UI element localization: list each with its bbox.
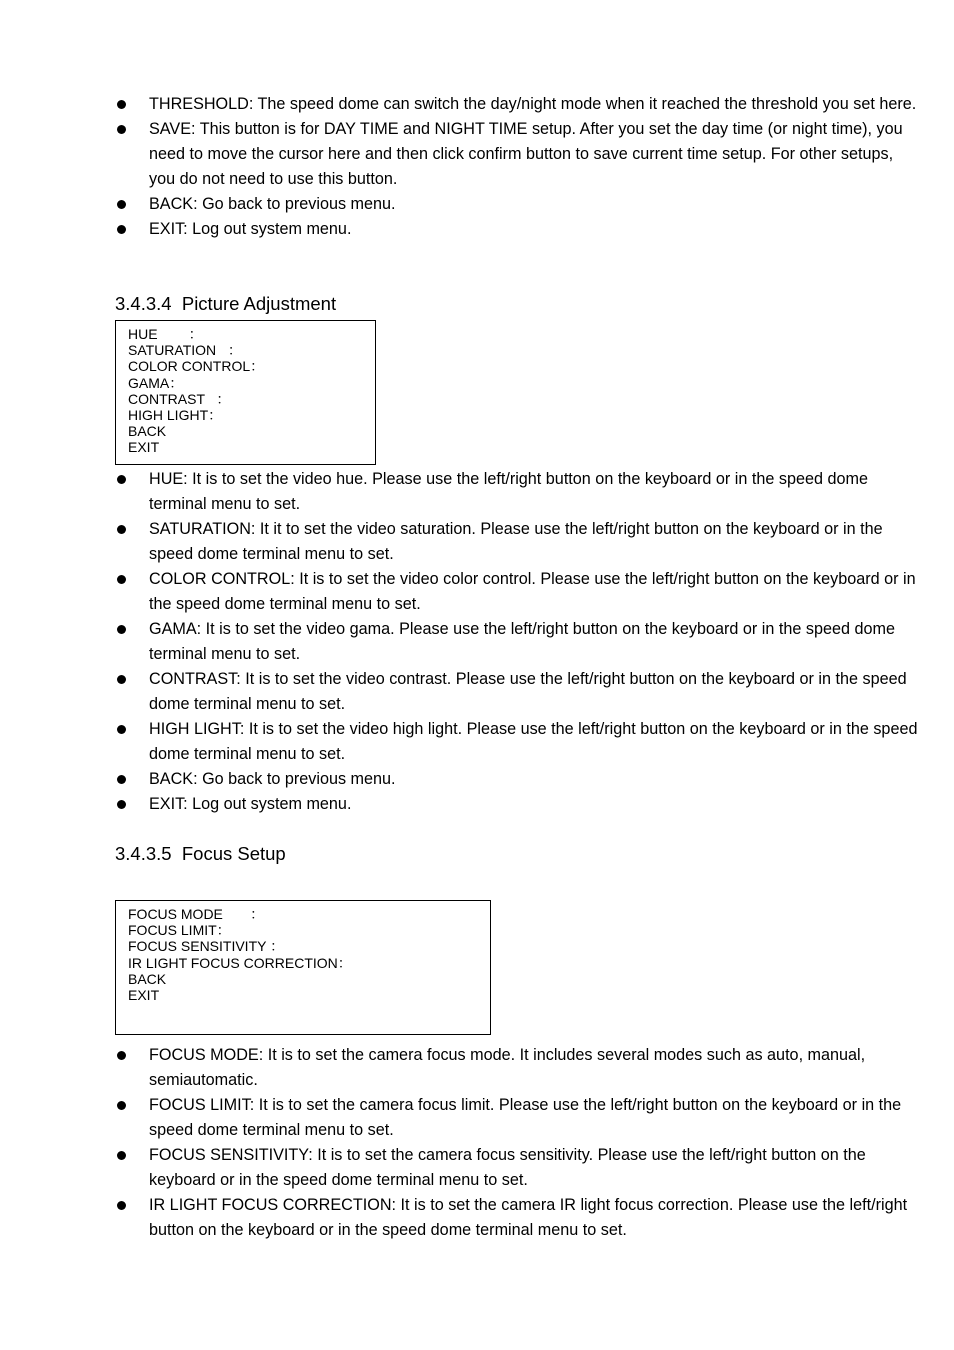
bullet-dot-icon (117, 1151, 126, 1160)
menu-item-focus-sensitivity: FOCUS SENSITIVITY ： (128, 938, 285, 955)
bullet-dot-icon (117, 125, 126, 134)
bullet-text: BACK: Go back to previous menu. (149, 195, 396, 213)
picture-adjustment-bullet-list (115, 467, 920, 817)
bullet-text: HUE: It is to set the video hue. Please use the left/right button on the keyboard or in the speed dome terminal menu to set. (149, 470, 868, 513)
bullet-text: SATURATION: It it to set the video saturation. Please use the left/right button on the keyboard or in the speed dome terminal menu to set. (149, 520, 883, 563)
bullet-item-focus-mode (115, 1043, 920, 1093)
bullet-item-exit (115, 792, 920, 817)
bullet-text: EXIT: Log out system menu. (149, 795, 352, 813)
bullet-dot-icon (117, 625, 126, 634)
bullet-item-saturation (115, 517, 920, 567)
bullet-item-gama (115, 617, 920, 667)
bullet-item-save (115, 117, 920, 192)
bullet-item-threshold (115, 92, 920, 117)
menu-item-contrast: CONTRAST ： (128, 390, 231, 407)
bullet-dot-icon (117, 1051, 126, 1060)
bullet-text: SAVE: This button is for DAY TIME and NIGHT TIME setup. After you set the day time (or night time), you need to move the cursor here and then click confirm button to save current time setup. For other setups, you do not need to use this button. (149, 120, 903, 188)
bullet-item-back (115, 767, 920, 792)
section-heading-focus-setup: 3.4.3.5 Focus Setup (115, 843, 286, 864)
section-heading-picture-adjustment: 3.4.3.4 Picture Adjustment (115, 293, 337, 314)
menu-item-back: BACK (128, 970, 167, 987)
bullet-item-back (115, 192, 920, 217)
menu-item-saturation: SATURATION ： (128, 342, 242, 359)
bullet-dot-icon (117, 800, 126, 809)
menu-item-exit: EXIT (128, 439, 160, 456)
menu-item-focus-mode: FOCUS MODE ： (128, 906, 265, 922)
bullet-text: CONTRAST: It is to set the video contrast. Please use the left/right button on the keyboard or in the speed dome terminal menu to set. (149, 670, 907, 713)
bullet-item-focus-sensitivity (115, 1143, 920, 1193)
bullet-dot-icon (117, 1201, 126, 1210)
bullet-item-focus-limit (115, 1093, 920, 1143)
bullet-text: FOCUS LIMIT: It is to set the camera focus limit. Please use the left/right button on the keyboard or in the speed dome terminal menu to set. (149, 1096, 902, 1139)
bullet-text: GAMA: It is to set the video gama. Please use the left/right button on the keyboard or in the speed dome terminal menu to set. (149, 620, 895, 663)
bullet-text: FOCUS SENSITIVITY: It is to set the camera focus sensitivity. Please use the left/right button on the keyboard or in the speed dome terminal menu to set. (149, 1146, 866, 1189)
bullet-text: BACK: Go back to previous menu. (149, 770, 396, 788)
bullet-text: EXIT: Log out system menu. (149, 220, 352, 238)
bullet-text: FOCUS MODE: It is to set the camera focus mode. It includes several modes such as auto, manual, semiautomatic. (149, 1046, 866, 1089)
bullet-dot-icon (117, 100, 126, 109)
bullet-dot-icon (117, 725, 126, 734)
bullet-text: HIGH LIGHT: It is to set the video high light. Please use the left/right button on the keyboard or in the speed dome terminal menu to set. (149, 720, 918, 763)
menu-item-color-control: COLOR CONTROL： (128, 358, 265, 375)
bullet-item-contrast (115, 667, 920, 717)
menu-item-gama: GAMA： (128, 374, 184, 391)
bullet-item-hue (115, 467, 920, 517)
focus-setup-bullet-list (115, 1043, 920, 1243)
menu-item-back: BACK (128, 423, 167, 440)
bullet-dot-icon (117, 675, 126, 684)
menu-item-hue: HUE ： (128, 326, 203, 342)
picture-adjustment-menu (115, 320, 376, 465)
bullet-text: COLOR CONTROL: It is to set the video color control. Please use the left/right button on the keyboard or in the speed dome terminal menu to set. (149, 570, 916, 613)
bullet-text: THRESHOLD: The speed dome can switch the day/night mode when it reached the threshold you set here. (149, 95, 917, 113)
bullet-item-high-light (115, 717, 920, 767)
focus-setup-menu (115, 900, 491, 1035)
bullet-dot-icon (117, 525, 126, 534)
bullet-dot-icon (117, 200, 126, 209)
menu-item-ir-light-focus-correction: IR LIGHT FOCUS CORRECTION： (128, 954, 352, 971)
bullet-dot-icon (117, 575, 126, 584)
bullet-dot-icon (117, 1101, 126, 1110)
bullet-item-ir-light-focus-correction (115, 1193, 920, 1243)
bullet-dot-icon (117, 225, 126, 234)
bullet-dot-icon (117, 775, 126, 784)
bullet-item-exit (115, 217, 920, 242)
threshold-bullet-list (115, 92, 920, 242)
bullet-item-color-control (115, 567, 920, 617)
menu-item-focus-limit: FOCUS LIMIT： (128, 922, 231, 939)
menu-item-high-light: HIGH LIGHT： (128, 407, 223, 424)
menu-item-exit: EXIT (128, 987, 160, 1004)
bullet-dot-icon (117, 475, 126, 484)
bullet-text: IR LIGHT FOCUS CORRECTION: It is to set the camera IR light focus correction. Please use the left/right button on the keyboard or in the speed dome terminal menu to set. (149, 1196, 908, 1239)
